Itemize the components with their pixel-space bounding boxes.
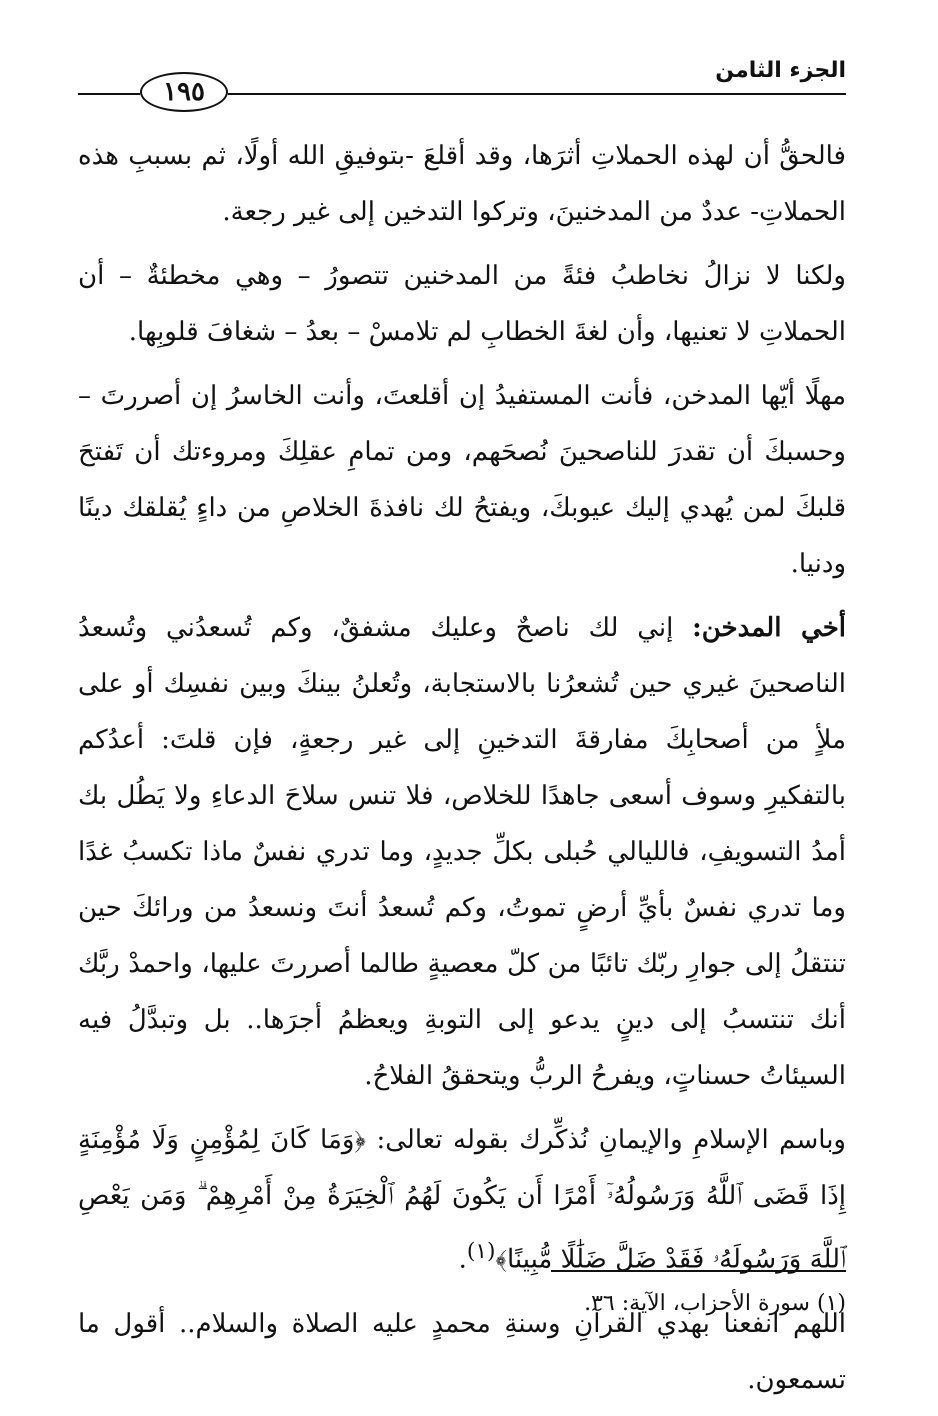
page-number: ١٩٥ (140, 72, 228, 112)
paragraph: ولكنا لا نزالُ نخاطبُ فئةً من المدخنين تتصورُ – وهي مخطئةٌ – أن الحملاتِ لا تعنيها، وأن لغةَ الخطابِ لم تلامسْ – بعدُ – شغافَ قلوبِها. (78, 261, 846, 347)
page-header (78, 50, 846, 110)
footnote-ref: (١) (466, 1239, 496, 1264)
quran-verse: ﴿وَمَا كَانَ لِمُؤْمِنٍ وَلَا مُؤْمِنَةٍ إِذَا قَضَى ٱللَّهُ وَرَسُولُهُۥٓ أَمْرًا أَن يَكُونَ لَهُمُ ٱلْخِيَرَةُ مِنْ أَمْرِهِمْ ۗ وَمَن يَعْصِ ٱللَّهَ وَرَسُولَهُۥ فَقَدْ ضَلَّ ضَلَٰلًا مُّبِينًا﴾ (78, 1125, 846, 1275)
paragraph: اللهم انفعنا بهدي القرآنِ وسنةِ محمدٍ عليه الصلاة والسلام.. أقول ما تسمعون. (78, 1308, 846, 1395)
paragraph-text: إني لك ناصحٌ وعليك مشفقٌ، وكم تُسعدُني وتُسعدُ الناصحينَ غيري حين تُشعرُنا بالاستجابة، وتُعلنُ بينكَ وبين نفسِك أو على ملأٍ من أصحابِكَ مفارقةَ التدخينِ إلى غير رجعةٍ، فإن قلتَ: أعدُكم بالتفكيرِ وسوف أسعى جاهدًا للخلاص، فلا تنس سلاحَ الدعاءِ ولا يَطُل بك أمدُ التسويفِ، فالليالي حُبلى بكلِّ جديدٍ، وما تدري نفسٌ ماذا تكسبُ غدًا وما تدري نفسٌ بأيِّ أرضٍ تموتُ، وكم تُسعدُ أنتَ ونسعدُ من ورائكَ حين تنتقلُ إلى جوارِ ربّك تائبًا من كلّ معصيةٍ طالما أصررتَ عليها، واحمدْ ربَّك أنك تنتسبُ إلى دينٍ يدعو إلى التوبةِ ويعظمُ أجرَها.. بل وتبدَّلُ فيه السيئاتُ حسناتٍ، ويفرحُ الربُّ ويتحققُ الفلاحُ. (78, 613, 846, 1091)
paragraph: مهلًا أيّها المدخن، فأنت المستفيدُ إن أقلعتَ، وأنت الخاسرُ إن أصررتَ – وحسبكَ أن تقدرَ للناصحينَ نُصحَهم، ومن تمامِ عقلِكَ ومروءتك أن تَفتحَ قلبكَ لمن يُهدي إليك عيوبكَ، ويفتحُ لك نافذةَ الخلاصِ من داءٍ يُقلقك دينًا ودنيا. (78, 381, 846, 579)
paragraph (78, 600, 846, 1104)
paragraph (78, 1112, 846, 1288)
header-rule-right (228, 93, 846, 95)
header-rule-left (78, 93, 140, 95)
paragraph-text: وباسم الإسلامِ والإيمانِ نُذكِّرك بقوله تعالى: (365, 1125, 846, 1155)
footnote-rule (551, 1270, 846, 1272)
body-text (78, 128, 846, 1416)
paragraph: فالحقُّ أن لهذه الحملاتِ أثرَها، وقد أقلعَ -بتوفيقِ الله أولًا، ثم بسببِ هذه الحملاتِ- عددٌ من المدخنينَ، وتركوا التدخين إلى غير رجعة. (78, 141, 846, 227)
footnote: (١) سورة الأحزاب، الآية: ٣٦. (584, 1291, 846, 1316)
paragraph-lead: أخي المدخن: (692, 613, 847, 643)
part-title: الجزء الثامن (715, 58, 846, 83)
paragraph-end: . (458, 1244, 467, 1275)
